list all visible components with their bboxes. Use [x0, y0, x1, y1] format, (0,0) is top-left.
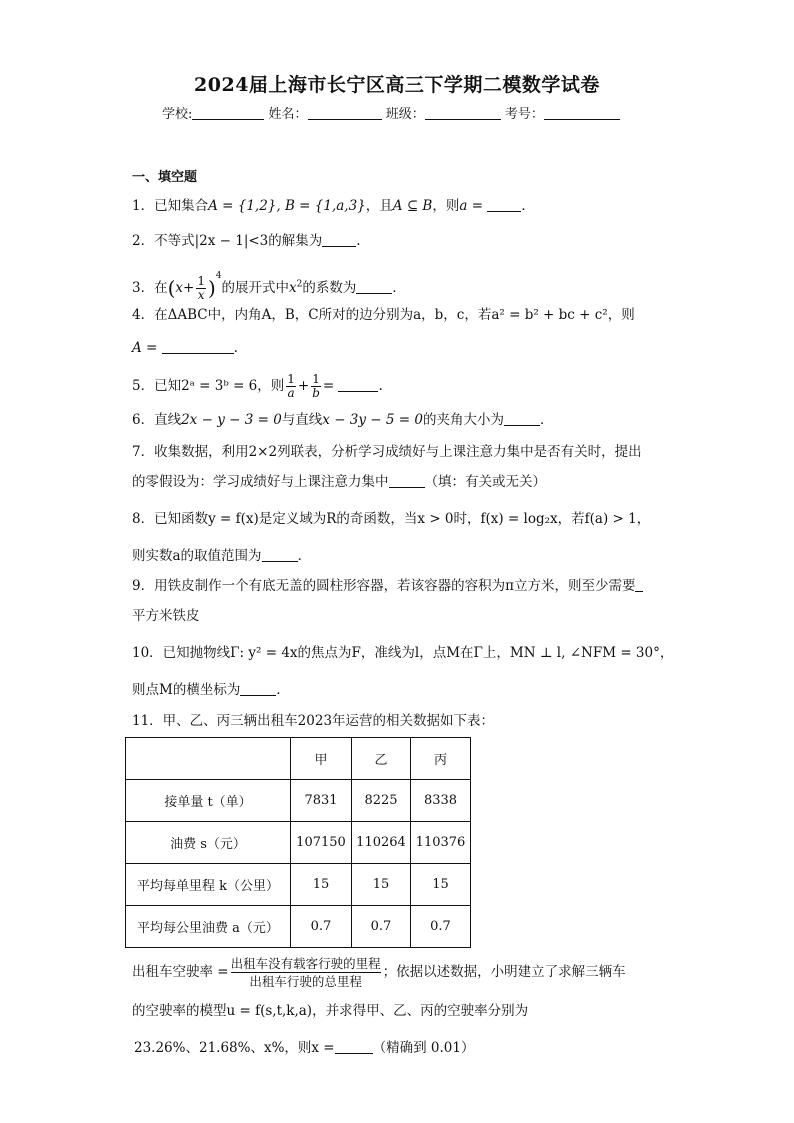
formula-label: 出租车空驶率 =: [132, 964, 229, 980]
table-cell: 平均每公里油费 a（元）: [126, 906, 291, 948]
question-4-line-2: [132, 338, 238, 358]
table-header-cell: 乙: [352, 738, 411, 780]
q11-answer-blank[interactable]: [335, 1040, 373, 1054]
q3-answer-blank[interactable]: [356, 280, 392, 294]
q3-exponent: 4: [215, 271, 222, 281]
q3-fraction: $\frac{1}{x}$: [197, 274, 205, 302]
question-6: [132, 410, 554, 430]
page-title: 2024届上海市长宁区高三下学期二模数学试卷: [194, 74, 600, 96]
q10-end: ．: [276, 682, 290, 698]
table-cell: 0.7: [411, 906, 471, 948]
model-text: 的空驶率的模型u = f(s,t,k,a)，并求得甲、乙、丙的空驶率分别为: [132, 1003, 529, 1019]
q1-math2: A ⊆ B: [392, 198, 433, 214]
question-9-line-2: [132, 606, 200, 626]
table-cell: 平均每单里程 k（公里）: [126, 864, 291, 906]
question-7: [132, 442, 642, 462]
table-cell: 7831: [291, 780, 352, 822]
q3-x: x: [175, 280, 184, 296]
q1-math3: a =: [459, 198, 484, 214]
table-row: [126, 864, 471, 906]
q6-text-post: 的夹角大小为: [423, 412, 504, 428]
exam-number-field[interactable]: [544, 107, 620, 120]
table-header-cell: 甲: [291, 738, 352, 780]
q9-text: 9．用铁皮制作一个有底无盖的圆柱形容器，若该容器的容积为π立方米，则至少需要: [132, 578, 636, 594]
q1-text: 1．已知集合: [132, 198, 209, 214]
q7-text-2: 的零假设为：学习成绩好与上课注意力集中: [132, 474, 389, 490]
q3-x-squared: x: [289, 280, 297, 296]
answer-precision-note: （精确到 0.01）: [372, 1040, 475, 1056]
q5-fraction-b: $\frac{1}{b}$: [312, 372, 320, 400]
q4-math: A =: [132, 340, 158, 356]
formula-denominator: 出租车行驶的总里程: [249, 974, 362, 989]
question-10: [132, 643, 673, 663]
question-3: 3．在(x+ $\frac{1}{x}$ )$^4$的展开式中$x^2$的系数为 ．: [132, 271, 406, 302]
table-cell: 0.7: [291, 906, 352, 948]
table-row: [126, 822, 471, 864]
table-cell: 15: [291, 864, 352, 906]
q10-answer-blank[interactable]: [240, 682, 276, 696]
question-1: [132, 196, 535, 216]
formula-text-post: ；依据以述数据，小明建立了求解三辆车: [382, 964, 626, 980]
data-table: [125, 737, 471, 948]
table-cell: 0.7: [352, 906, 411, 948]
name-label: 姓名：: [268, 107, 308, 122]
q3-text-mid: 的系数为: [302, 280, 357, 296]
answer-text: 23.26%、21.68%、x%，则x =: [134, 1040, 335, 1056]
q5-equals: =: [322, 378, 335, 394]
student-info-line: [162, 103, 620, 122]
q5-fraction-a: $\frac{1}{a}$: [287, 372, 295, 400]
q3-text: 3．在: [132, 280, 168, 296]
formula-line: [132, 955, 626, 990]
q6-math2: x − 3y − 5 = 0: [322, 412, 423, 428]
q3-right-paren: ): [207, 276, 216, 300]
q1-end: ．: [521, 198, 535, 214]
q7-hint: （填：有关或无关）: [424, 474, 546, 490]
school-label: 学校:: [162, 107, 193, 122]
table-header-row: [126, 738, 471, 780]
q7-text: 7．收集数据，利用2×2列联表，分析学习成绩好与上课注意力集中是否有关时，提出: [132, 444, 642, 460]
question-11: [132, 711, 494, 731]
q5-answer-blank[interactable]: [338, 378, 378, 392]
question-2: [132, 231, 361, 251]
q1-math: A = {1,2}, B = {1,a,3}: [208, 198, 366, 214]
question-5: 5．已知2ᵃ = 3ᵇ = 6，则 $\frac{1}{a}$ + $\frac{1}{b}$ = .: [132, 372, 383, 400]
table-cell: 8225: [352, 780, 411, 822]
q4-text: 4．在ΔABC中，内角A，B，C所对的边分别为a，b，c，若a² = b² + bc + c²，则: [132, 307, 635, 323]
q6-text-mid: 与直线: [281, 412, 323, 428]
table-cell: 接单量 t（单）: [126, 780, 291, 822]
class-label: 班级：: [385, 107, 425, 122]
q3-text-post: 的展开式中: [221, 280, 290, 296]
class-field[interactable]: [425, 107, 501, 120]
q10-text: 10．已知抛物线Γ: y² = 4x的焦点为F，准线为l，点M在Γ上，MN ⊥ l, ∠NFM = 30°，: [132, 645, 674, 661]
q2-text: 2．不等式|2x − 1|<3的解集为: [132, 233, 323, 249]
q1-text-post: ，则: [432, 198, 460, 214]
q5-text: 5．已知: [132, 378, 182, 394]
exam-number-label: 考号：: [504, 107, 544, 122]
q8-text-2: 则实数a的取值范围为: [132, 548, 262, 564]
q5-math: 2ᵃ = 3ᵇ = 6: [181, 378, 258, 394]
q6-text: 6．直线: [132, 412, 182, 428]
name-field[interactable]: [308, 107, 382, 120]
q2-answer-blank[interactable]: [322, 233, 356, 247]
table-cell: 107150: [291, 822, 352, 864]
answer-line: [134, 1038, 474, 1058]
school-field[interactable]: [192, 107, 264, 120]
q10-text-2: 则点M的横坐标为: [132, 682, 241, 698]
table-header-cell: [126, 738, 291, 780]
q4-end: .: [233, 340, 238, 356]
question-7-line-2: [132, 472, 546, 492]
table-cell: 15: [352, 864, 411, 906]
q5-text-mid: ，则: [257, 378, 285, 394]
q8-end: ．: [297, 548, 312, 564]
q1-text-mid: ，且: [365, 198, 393, 214]
formula-numerator: 出租车没有载客行驶的里程: [230, 956, 381, 971]
question-4: [132, 305, 635, 325]
section-heading: 一、填空题: [132, 170, 198, 185]
q3-left-paren: (: [167, 276, 176, 300]
q11-text: 11．甲、乙、丙三辆出租车2023年运营的相关数据如下表：: [132, 713, 495, 729]
q2-end: .: [356, 233, 361, 249]
q3-x-power: 2: [296, 279, 303, 290]
table-header-cell: 丙: [411, 738, 471, 780]
q4-answer-blank[interactable]: [162, 340, 234, 354]
q6-math1: 2x − y − 3 = 0: [181, 412, 282, 428]
q5-end: .: [378, 378, 383, 394]
question-9: [132, 576, 643, 596]
formula-fraction: [231, 955, 381, 990]
q8-answer-blank[interactable]: [262, 548, 298, 562]
table-cell: 油费 s（元）: [126, 822, 291, 864]
table-cell: 15: [411, 864, 471, 906]
q6-end: ．: [540, 412, 554, 428]
table-cell: 110376: [411, 822, 471, 864]
question-8-line-2: [132, 546, 311, 566]
table-cell: 110264: [352, 822, 411, 864]
question-8: [132, 509, 650, 529]
table-row: [126, 906, 471, 948]
q9-text-2: 平方米铁皮: [132, 608, 200, 624]
q9-answer-blank[interactable]: [635, 578, 643, 592]
q1-answer-blank[interactable]: [487, 198, 521, 212]
question-10-line-2: [132, 680, 290, 700]
q3-end: ．: [392, 280, 406, 296]
table-row: [126, 780, 471, 822]
q6-answer-blank[interactable]: [504, 412, 540, 426]
q8-text: 8．已知函数y = f(x)是定义域为R的奇函数，当x > 0时，f(x) = log₂x，若f(a) > 1，: [132, 511, 651, 527]
q7-answer-blank[interactable]: [389, 474, 425, 488]
table-cell: 8338: [411, 780, 471, 822]
model-line: [132, 1001, 528, 1021]
